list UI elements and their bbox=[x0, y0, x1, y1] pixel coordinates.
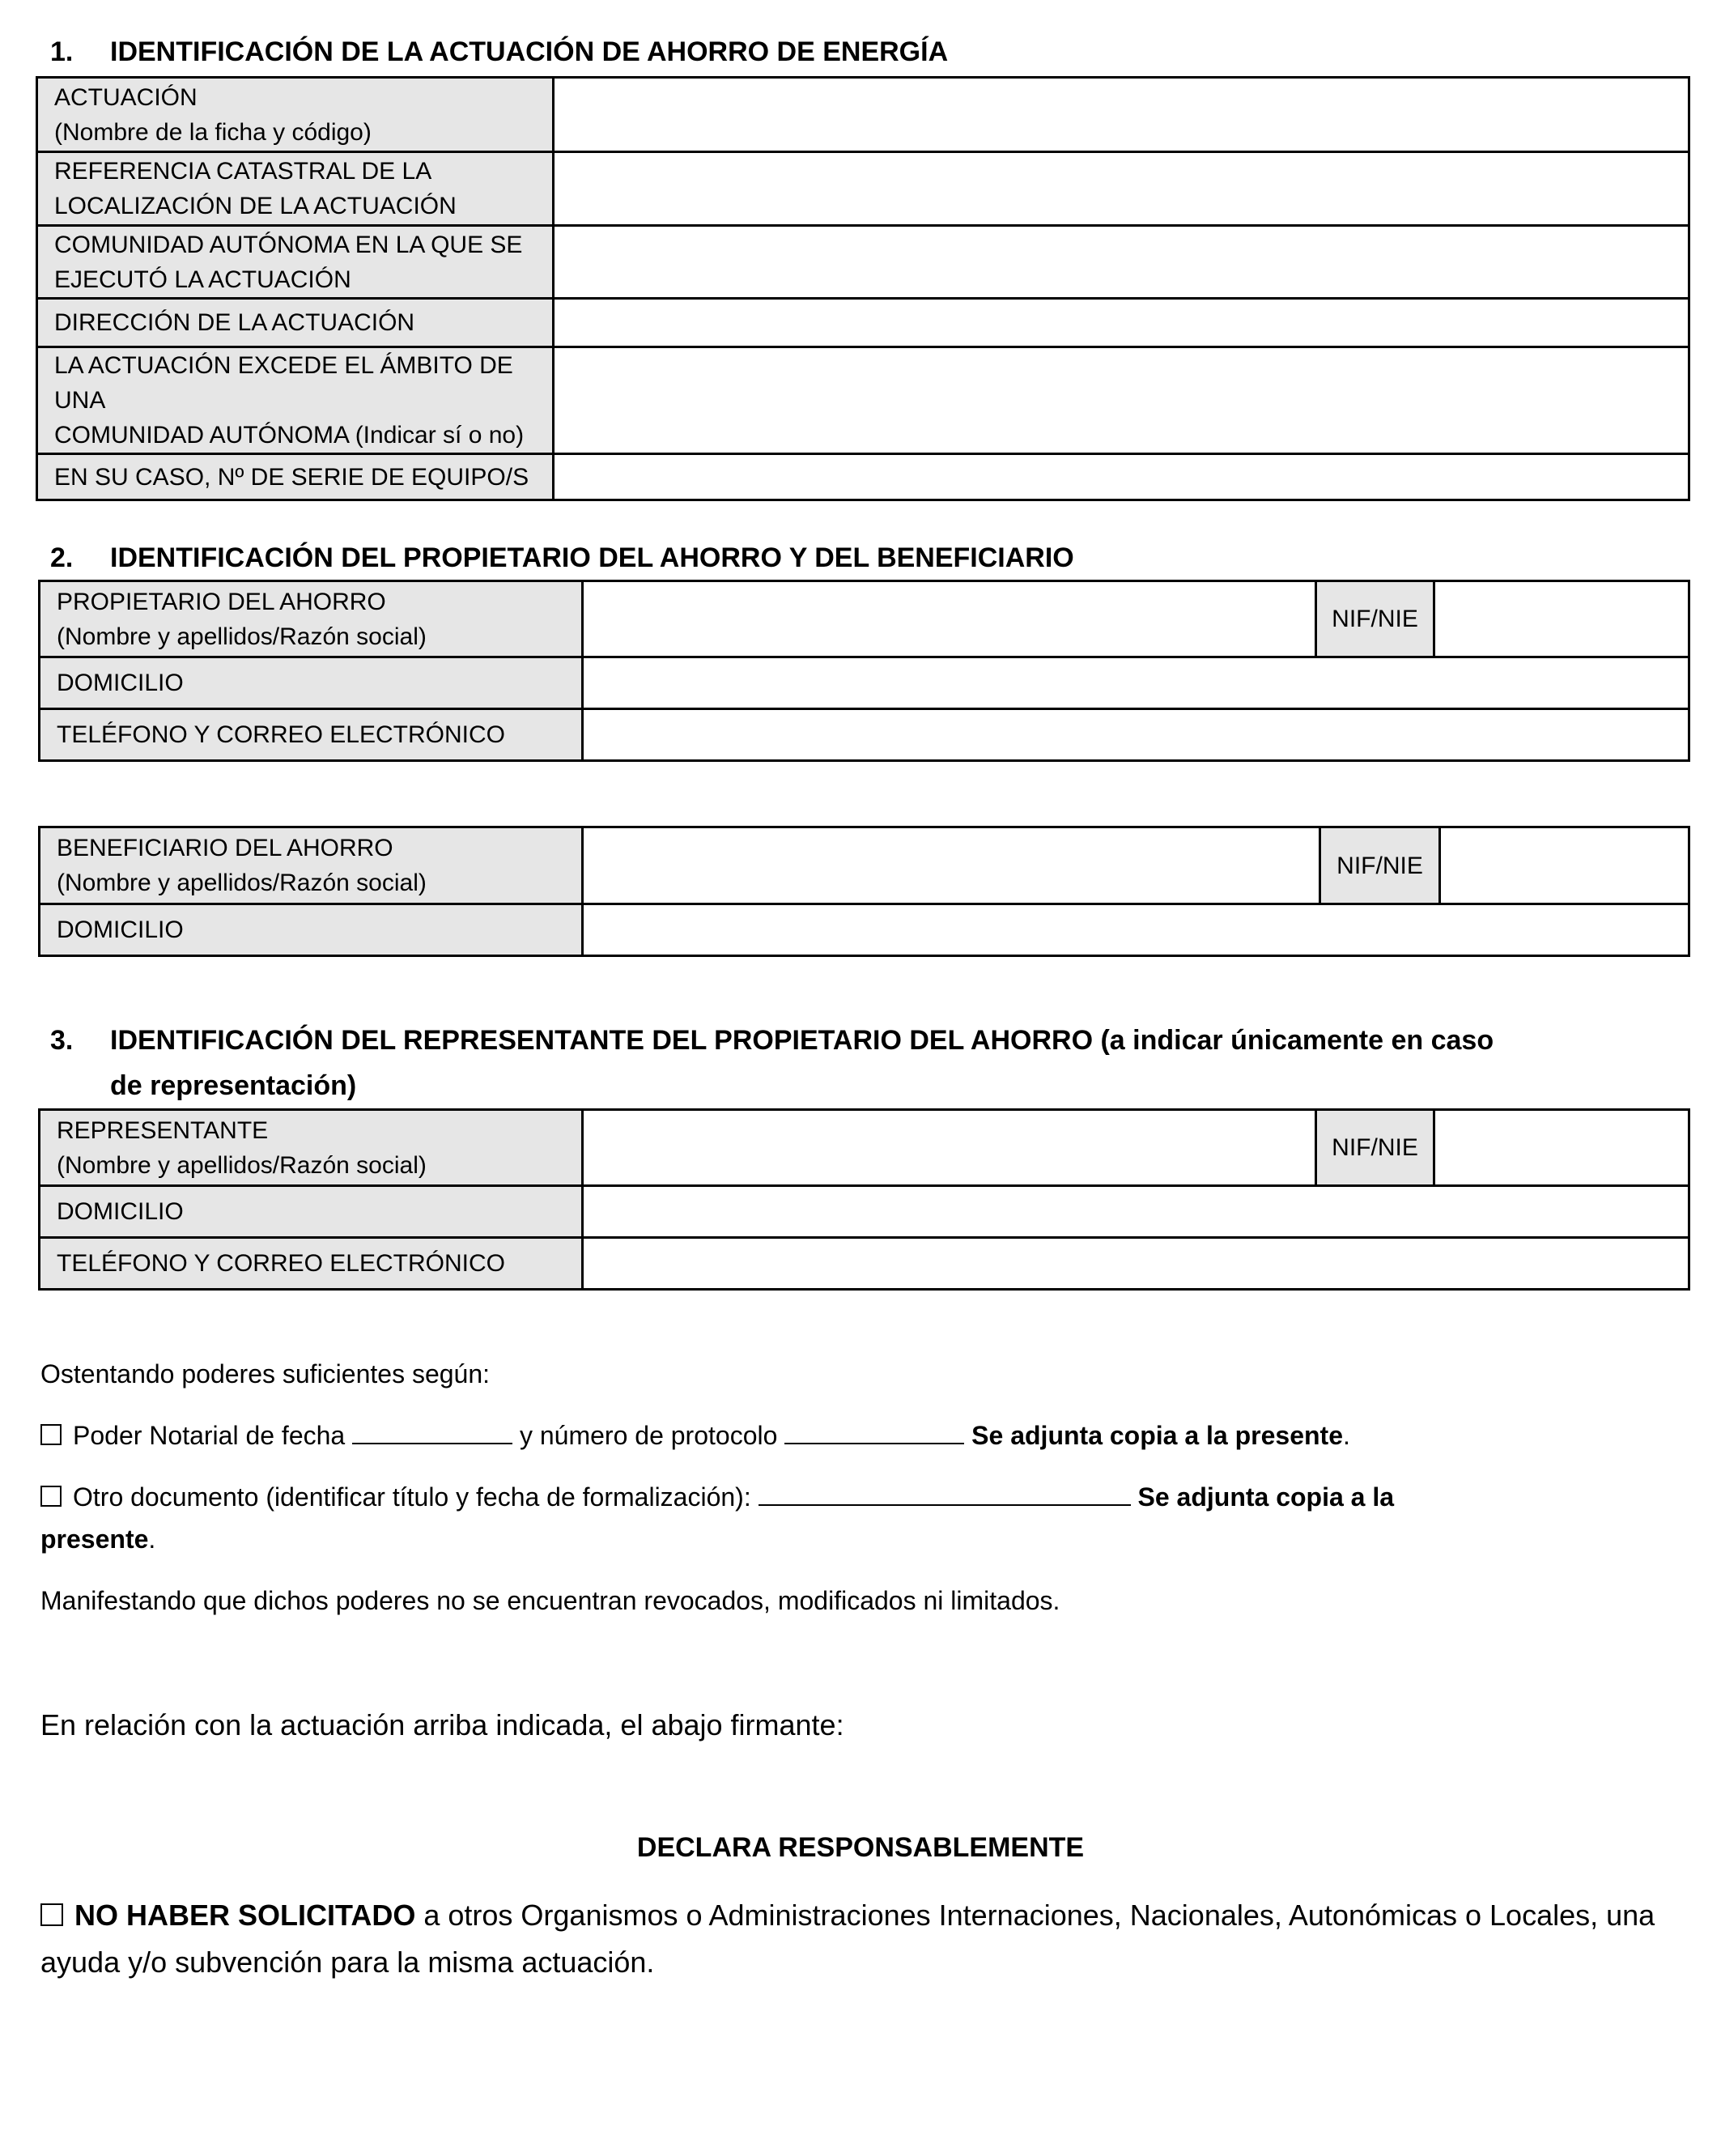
table-row bbox=[40, 904, 1689, 956]
powers-option-other: Otro documento (identificar título y fecha de formalización): Se adjunta copia a la presente. bbox=[40, 1476, 1692, 1560]
representative-nif-input[interactable] bbox=[1434, 1110, 1689, 1186]
powers-option-notarial: Poder Notarial de fecha y número de protocolo Se adjunta copia a la presente. bbox=[40, 1414, 1692, 1456]
field-label-actuacion: ACTUACIÓN (Nombre de la ficha y código) bbox=[37, 78, 554, 152]
owner-nif-input[interactable] bbox=[1434, 581, 1689, 657]
field-label-direccion: DIRECCIÓN DE LA ACTUACIÓN bbox=[37, 299, 554, 347]
beneficiary-nif-input[interactable] bbox=[1440, 827, 1689, 904]
table-row bbox=[37, 454, 1689, 500]
field-label-numero-serie: EN SU CASO, Nº DE SERIE DE EQUIPO/S bbox=[37, 454, 554, 500]
table-row bbox=[40, 709, 1689, 761]
field-input-excede-ambito[interactable] bbox=[554, 347, 1689, 454]
field-input-numero-serie[interactable] bbox=[554, 454, 1689, 500]
owner-address-input[interactable] bbox=[583, 657, 1689, 709]
section-1-heading bbox=[50, 29, 948, 74]
owner-nif-label: NIF/NIE bbox=[1316, 581, 1434, 657]
section-2-number: 2. bbox=[50, 542, 74, 573]
table-row bbox=[40, 1238, 1689, 1290]
table-row bbox=[40, 1110, 1689, 1186]
owner-name-input[interactable] bbox=[583, 581, 1316, 657]
field-input-direccion[interactable] bbox=[554, 299, 1689, 347]
beneficiary-nif-label: NIF/NIE bbox=[1320, 827, 1440, 904]
actuation-table bbox=[36, 76, 1690, 501]
field-input-actuacion[interactable] bbox=[554, 78, 1689, 152]
section-3-number: 3. bbox=[50, 1025, 74, 1056]
section-2-title: IDENTIFICACIÓN DEL PROPIETARIO DEL AHORRO Y DEL BENEFICIARIO bbox=[110, 542, 1074, 573]
section-3-heading bbox=[50, 1018, 1494, 1108]
table-row bbox=[37, 152, 1689, 226]
checkbox-other-document[interactable] bbox=[40, 1486, 62, 1507]
section-3-title-line-2: de representación) bbox=[110, 1070, 357, 1101]
table-row bbox=[40, 827, 1689, 904]
declaration-title: DECLARA RESPONSABLEMENTE bbox=[636, 1832, 1085, 1863]
checkbox-no-haber-solicitado[interactable] bbox=[40, 1903, 63, 1926]
owner-table bbox=[38, 580, 1690, 762]
representative-table bbox=[38, 1108, 1690, 1291]
beneficiary-table bbox=[38, 826, 1690, 957]
owner-contact-label: TELÉFONO Y CORREO ELECTRÓNICO bbox=[40, 709, 583, 761]
field-input-comunidad-autonoma[interactable] bbox=[554, 226, 1689, 299]
representative-contact-input[interactable] bbox=[583, 1238, 1689, 1290]
protocol-number-blank[interactable] bbox=[784, 1418, 964, 1444]
powers-intro: Ostentando poderes suficientes según: bbox=[40, 1359, 491, 1388]
representative-nif-label: NIF/NIE bbox=[1316, 1110, 1434, 1186]
representative-contact-label: TELÉFONO Y CORREO ELECTRÓNICO bbox=[40, 1238, 583, 1290]
beneficiary-address-input[interactable] bbox=[583, 904, 1689, 956]
beneficiary-name-input[interactable] bbox=[583, 827, 1320, 904]
representative-name-input[interactable] bbox=[583, 1110, 1316, 1186]
field-input-referencia-catastral[interactable] bbox=[554, 152, 1689, 226]
beneficiary-address-label: DOMICILIO bbox=[40, 904, 583, 956]
beneficiary-name-label: BENEFICIARIO DEL AHORRO (Nombre y apellidos/Razón social) bbox=[40, 827, 583, 904]
section-2-heading bbox=[50, 535, 1074, 580]
owner-name-label: PROPIETARIO DEL AHORRO (Nombre y apellidos/Razón social) bbox=[40, 581, 583, 657]
field-label-comunidad-autonoma: COMUNIDAD AUTÓNOMA EN LA QUE SE EJECUTÓ LA ACTUACIÓN bbox=[37, 226, 554, 299]
table-row bbox=[37, 299, 1689, 347]
representative-address-label: DOMICILIO bbox=[40, 1186, 583, 1238]
powers-closing: Manifestando que dichos poderes no se encuentran revocados, modificados ni limitados. bbox=[40, 1586, 1060, 1615]
representative-name-label: REPRESENTANTE (Nombre y apellidos/Razón social) bbox=[40, 1110, 583, 1186]
field-label-referencia-catastral: REFERENCIA CATASTRAL DE LA LOCALIZACIÓN DE LA ACTUACIÓN bbox=[37, 152, 554, 226]
declaration-item: NO HABER SOLICITADO a otros Organismos o Administraciones Internaciones, Nacionales, Autonómicas o Locales, una ayuda y/o subvención para la misma actuación. bbox=[40, 1899, 1655, 1979]
notarial-date-blank[interactable] bbox=[352, 1418, 512, 1444]
table-row bbox=[40, 1186, 1689, 1238]
representative-address-input[interactable] bbox=[583, 1186, 1689, 1238]
table-row bbox=[37, 347, 1689, 454]
owner-contact-input[interactable] bbox=[583, 709, 1689, 761]
field-label-excede-ambito: LA ACTUACIÓN EXCEDE EL ÁMBITO DE UNA COMUNIDAD AUTÓNOMA (Indicar sí o no) bbox=[37, 347, 554, 454]
section-3-title-line-1: IDENTIFICACIÓN DEL REPRESENTANTE DEL PROPIETARIO DEL AHORRO (a indicar únicamente en caso bbox=[110, 1025, 1494, 1056]
relation-text: En relación con la actuación arriba indicada, el abajo firmante: bbox=[40, 1708, 844, 1741]
table-row bbox=[37, 78, 1689, 152]
owner-address-label: DOMICILIO bbox=[40, 657, 583, 709]
table-row bbox=[40, 657, 1689, 709]
table-row bbox=[37, 226, 1689, 299]
table-row bbox=[40, 581, 1689, 657]
section-1-number: 1. bbox=[50, 36, 74, 67]
other-document-blank[interactable] bbox=[759, 1480, 1131, 1506]
section-1-title: IDENTIFICACIÓN DE LA ACTUACIÓN DE AHORRO DE ENERGÍA bbox=[110, 36, 949, 67]
checkbox-notarial[interactable] bbox=[40, 1424, 62, 1445]
